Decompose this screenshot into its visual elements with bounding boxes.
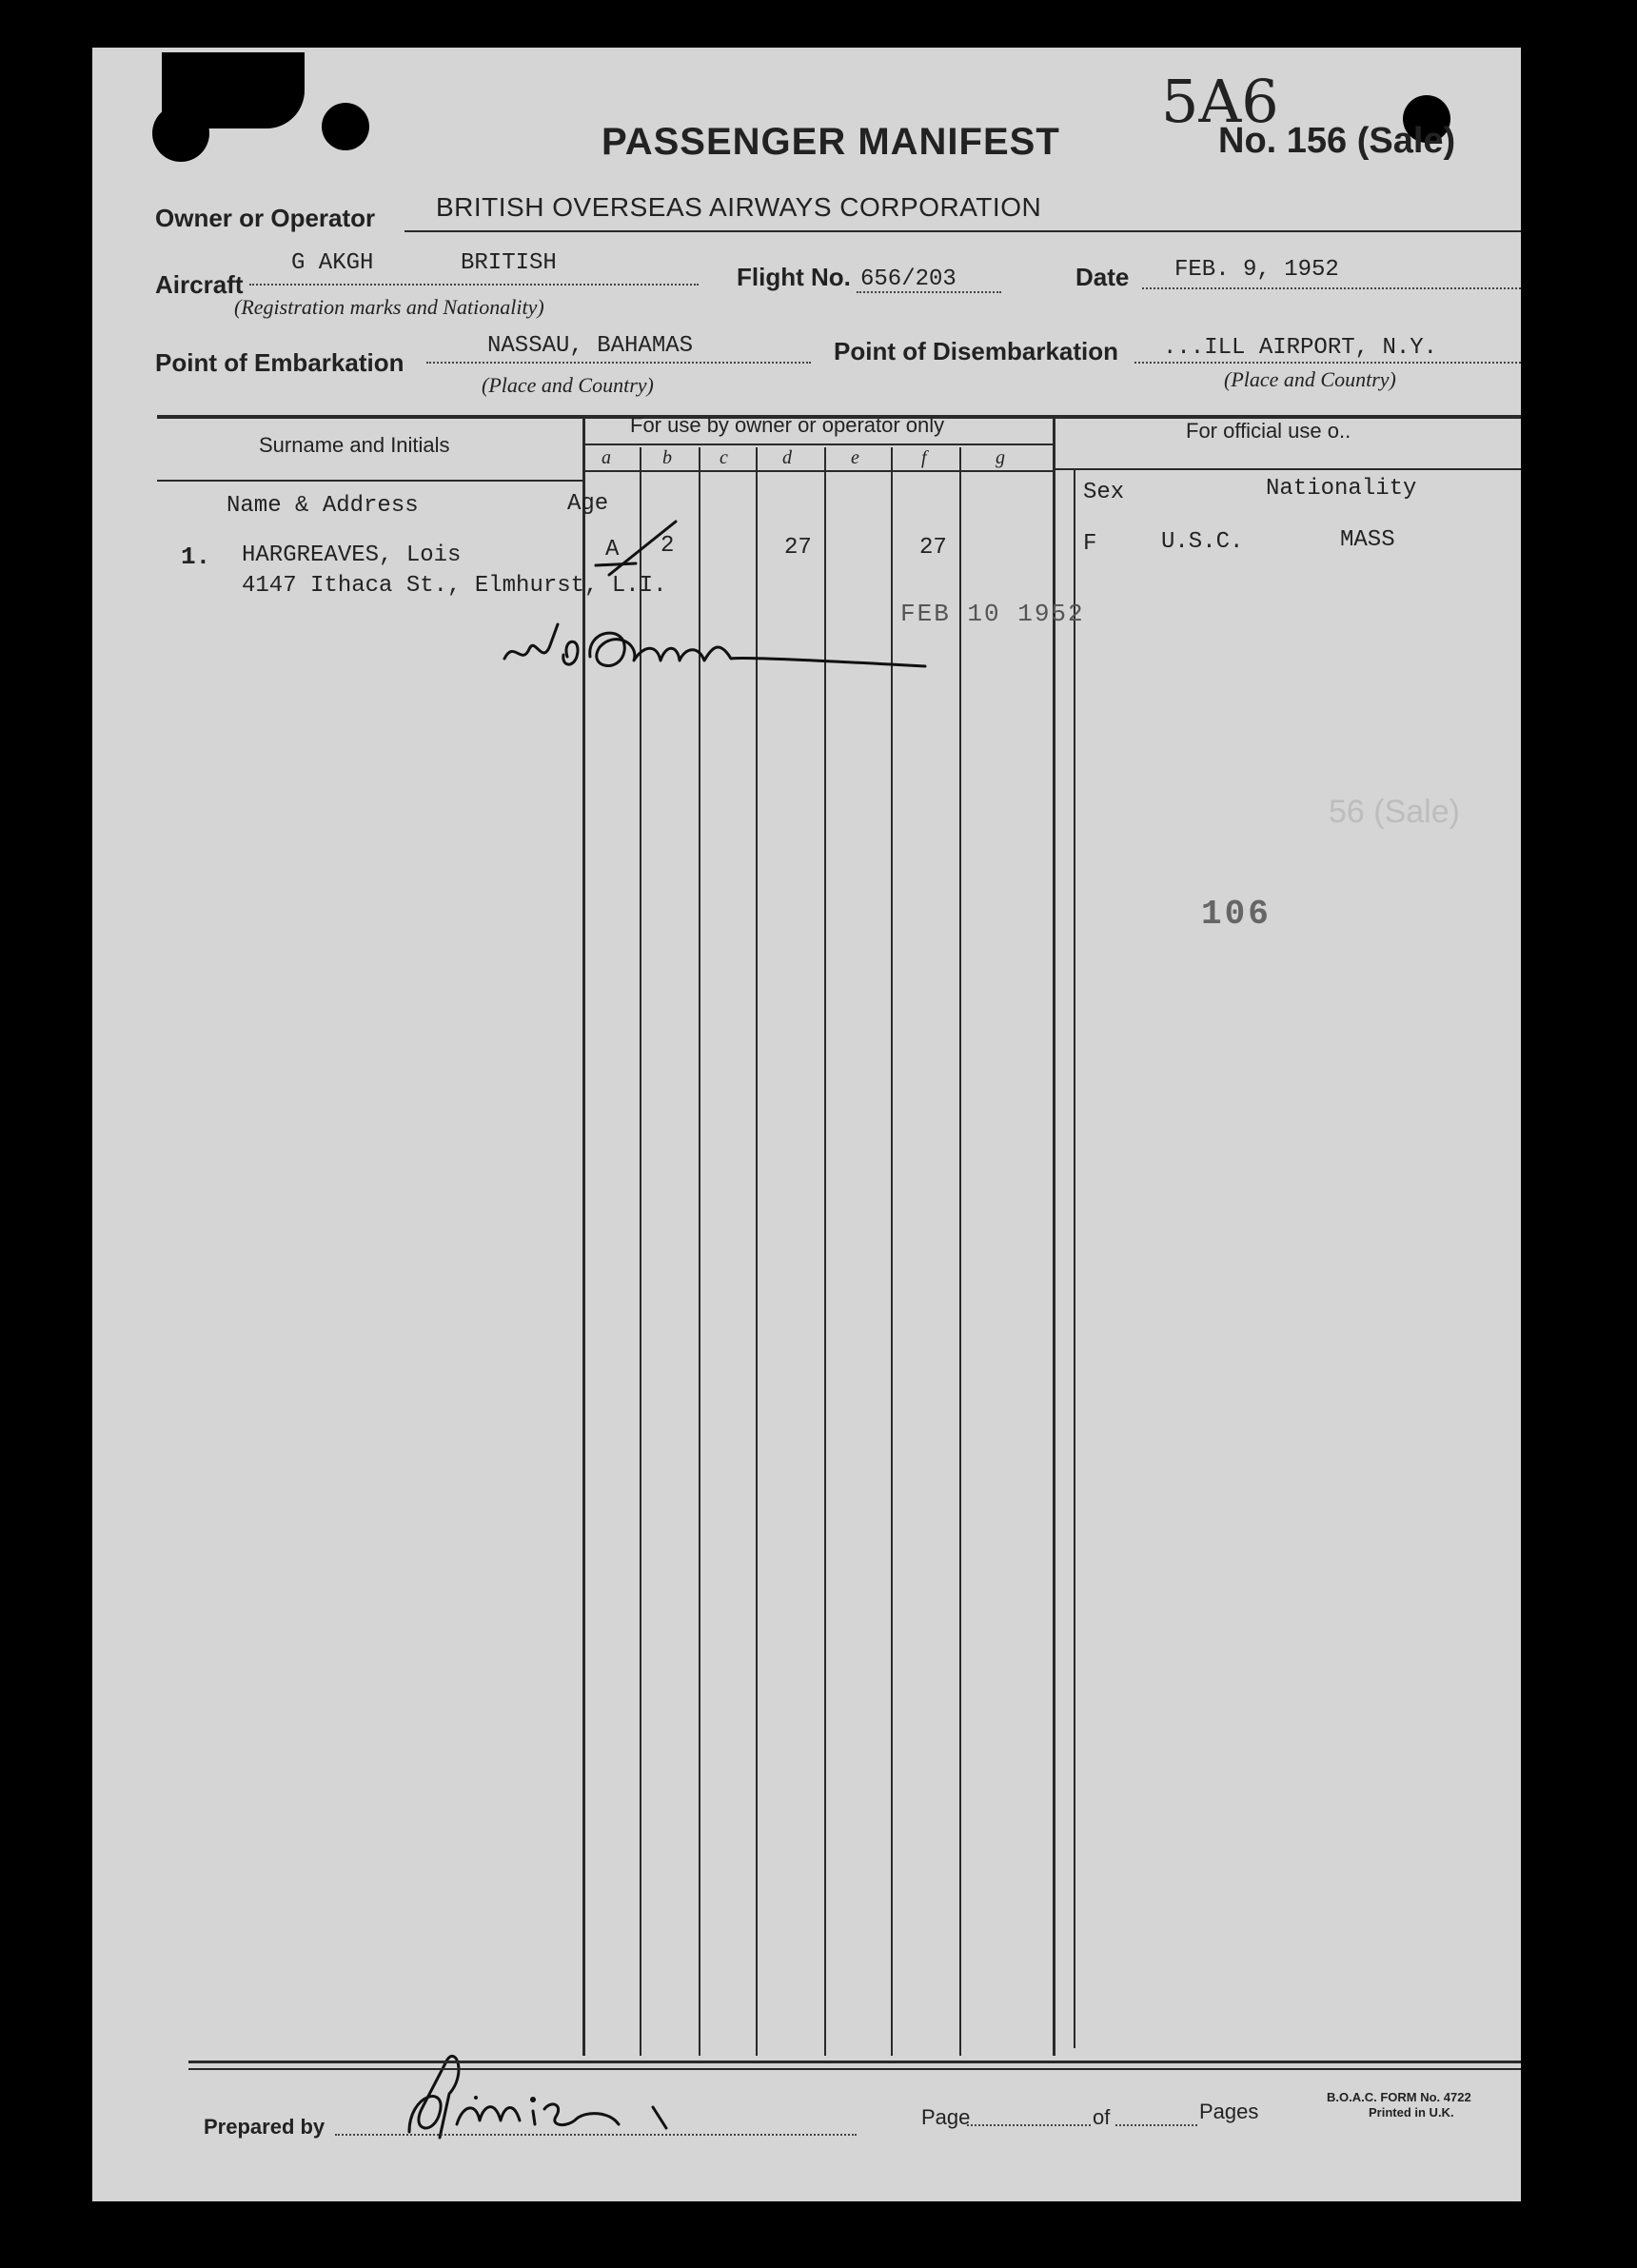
aircraft-registration: G AKGH	[291, 250, 374, 276]
passenger-sex: F	[1083, 531, 1097, 557]
of-label: of	[1093, 2105, 1111, 2129]
surname-header: Surname and Initials	[259, 433, 450, 457]
passenger-address: 4147 Ithaca St., Elmhurst, L.I.	[242, 573, 667, 599]
age-label: Age	[567, 491, 609, 517]
nationality-label: Nationality	[1266, 476, 1417, 502]
subcol-g: g	[996, 447, 1005, 468]
footer-top-rule	[188, 2061, 1521, 2063]
embarkation-value: NASSAU, BAHAMAS	[487, 333, 694, 359]
prepared-by-line	[335, 2134, 857, 2136]
manifest-number: No. 156 (Sale)	[1218, 121, 1456, 161]
subcol-a: a	[602, 447, 611, 468]
date-stamp: FEB 10 1952	[900, 600, 1085, 628]
page-stamp: 106	[1201, 895, 1272, 934]
handwritten-mark: 5A6	[1161, 67, 1279, 136]
subcol-e: e	[851, 447, 859, 468]
subcol-d: d	[782, 447, 792, 468]
flight-value: 656/203	[860, 266, 957, 292]
subcol-f: f	[921, 447, 927, 468]
pages-label: Pages	[1199, 2100, 1259, 2123]
operator-header: For use by owner or operator only	[630, 413, 945, 437]
form-number: B.O.A.C. FORM No. 4722	[1327, 2090, 1471, 2104]
official-header: For official use o..	[1186, 419, 1351, 443]
owner-value: BRITISH OVERSEAS AIRWAYS CORPORATION	[436, 192, 1042, 222]
aircraft-nationality: BRITISH	[461, 250, 557, 276]
page-line	[967, 2124, 1091, 2126]
of-line	[1115, 2124, 1197, 2126]
name-address-label: Name & Address	[227, 493, 419, 519]
subcol-b: b	[662, 447, 672, 468]
sex-label: Sex	[1083, 480, 1125, 505]
faint-stamp: 56 (Sale)	[1329, 794, 1460, 830]
aircraft-label: Aircraft	[155, 270, 244, 299]
owner-label: Owner or Operator	[155, 204, 376, 232]
disembarkation-value: ...ILL AIRPORT, N.Y.	[1163, 335, 1438, 361]
embarkation-label: Point of Embarkation	[155, 348, 404, 377]
embarkation-caption: (Place and Country)	[482, 373, 654, 397]
passenger-col-b: 2	[661, 533, 675, 559]
flight-label: Flight No.	[737, 263, 851, 291]
disembarkation-label: Point of Disembarkation	[834, 337, 1119, 365]
passenger-col-d: 27	[784, 535, 812, 561]
disembarkation-caption: (Place and Country)	[1224, 367, 1396, 391]
passenger-nationality: MASS	[1340, 527, 1395, 553]
date-value: FEB. 9, 1952	[1174, 257, 1339, 283]
passenger-citizenship: U.S.C.	[1161, 529, 1244, 555]
footer-top-rule-2	[188, 2068, 1521, 2070]
passenger-col-f: 27	[919, 535, 947, 561]
page-title: PASSENGER MANIFEST	[602, 121, 1060, 163]
prepared-by-label: Prepared by	[204, 2115, 325, 2139]
subcol-c: c	[720, 447, 728, 468]
aircraft-caption: (Registration marks and Nationality)	[234, 295, 544, 319]
passenger-col-a: A	[605, 537, 620, 562]
page-label: Page	[921, 2105, 971, 2129]
date-label: Date	[1075, 263, 1130, 291]
passenger-name: HARGREAVES, Lois	[242, 542, 462, 568]
passenger-number: 1.	[181, 542, 211, 571]
printed-in: Printed in U.K.	[1369, 2105, 1454, 2120]
